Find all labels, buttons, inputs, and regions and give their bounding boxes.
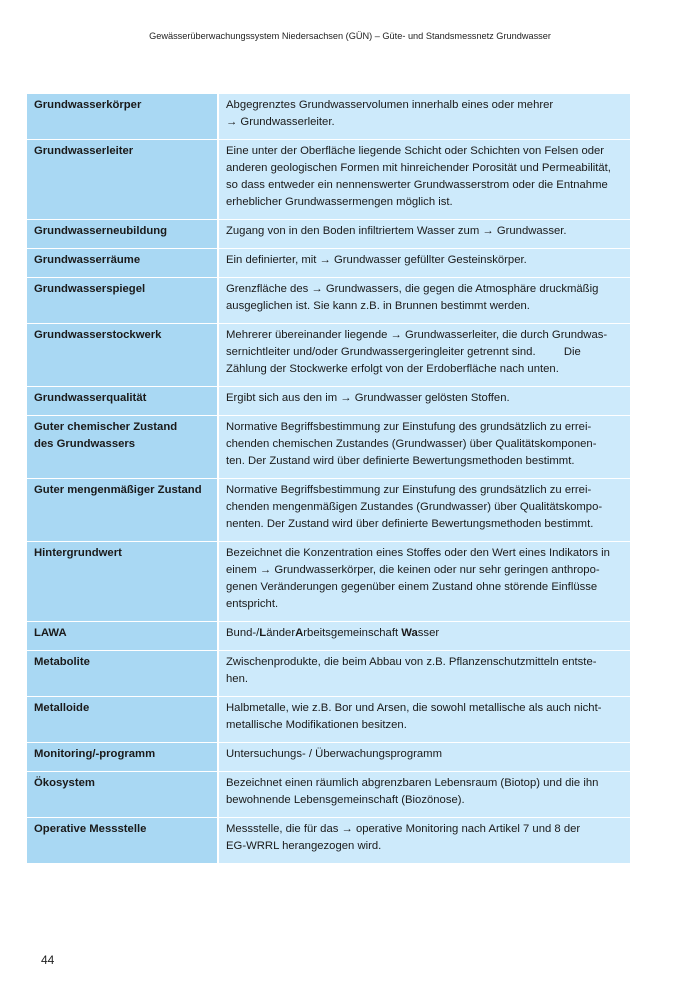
glossary-term-line: Grundwasserleiter (34, 145, 134, 157)
glossary-row (27, 220, 630, 249)
glossary-definition-line: EG-WRRL herangezogen wird. (226, 840, 382, 852)
glossary-row (27, 479, 630, 542)
definition-fragment: sser (417, 627, 440, 639)
glossary-row (27, 651, 630, 697)
glossary-term (27, 622, 218, 651)
glossary-definition-line: Mehrerer übereinander liegende → Grundwasserleiter, die durch Grundwas- (226, 329, 608, 341)
glossary-definition-line: Halbmetalle, wie z.B. Bor und Arsen, die sowohl metallische als auch nicht- (226, 702, 602, 714)
glossary-definition-line: Normative Begriffsbestimmung zur Einstufung des grundsätzlich zu errei- (226, 421, 592, 433)
acronym-letter: A (295, 627, 304, 639)
glossary-definition-line: so dass entweder ein nennenswerter Grundwasserstrom oder die Entnahme (226, 179, 608, 191)
glossary-term-line: LAWA (34, 627, 67, 639)
glossary-term-line: Grundwasserneubildung (34, 225, 168, 237)
glossary-definition (218, 249, 630, 278)
glossary-definition-line: Grenzfläche des → Grundwassers, die gegen die Atmosphäre druckmäßig (226, 283, 599, 295)
glossary-term (27, 324, 218, 387)
glossary-term-line: Guter chemischer Zustand (34, 421, 178, 433)
glossary-term-line: des Grundwassers (34, 438, 136, 450)
glossary-definition (218, 94, 630, 140)
glossary-row (27, 622, 630, 651)
glossary-definition (218, 622, 630, 651)
glossary-term (27, 387, 218, 416)
glossary-definition-line: Normative Begriffsbestimmung zur Einstufung des grundsätzlich zu errei- (226, 484, 592, 496)
glossary-term (27, 220, 218, 249)
glossary-definition (218, 697, 630, 743)
glossary-row (27, 249, 630, 278)
glossary-term-line: Grundwasserspiegel (34, 283, 146, 295)
glossary-term-line: Ökosystem (34, 777, 95, 789)
glossary-row (27, 324, 630, 387)
glossary-term-line: Monitoring/-programm (34, 748, 156, 760)
glossary-term-line: Metalloide (34, 702, 90, 714)
glossary-definition-line: entspricht. (226, 598, 279, 610)
glossary-term (27, 651, 218, 697)
glossary-definition (218, 220, 630, 249)
glossary-definition-line: ausgeglichen ist. Sie kann z.B. in Brunnen bestimmt werden. (226, 300, 530, 312)
glossary-definition-line: sernichtleiter und/oder Grundwassergeringleiter getrennt sind. Die (226, 346, 581, 358)
glossary-definition-line (226, 625, 623, 642)
glossary-row (27, 416, 630, 479)
page-header: Gewässerüberwachungssystem Niedersachsen (GÜN) – Güte- und Standsmessnetz Grundwasser (149, 31, 551, 41)
glossary-definition-line: genen Veränderungen gegenüber einem Zustand ohne störende Einflüsse (226, 581, 598, 593)
glossary-term (27, 94, 218, 140)
glossary-term-line: Grundwasserräume (34, 254, 141, 266)
glossary-definition-line: chenden mengenmäßigen Zustandes (Grundwasser) über Qualitätskompo- (226, 501, 603, 513)
glossary-definition-line: chenden chemischen Zustandes (Grundwasser) über Qualitätskomponen- (226, 438, 597, 450)
glossary-term (27, 140, 218, 220)
glossary-row (27, 94, 630, 140)
glossary-definition-line: Messstelle, die für das → operative Monitoring nach Artikel 7 und 8 der (226, 823, 581, 835)
glossary-term-line: Grundwasserkörper (34, 99, 142, 111)
glossary-term-line: Operative Messstelle (34, 823, 147, 835)
glossary-row (27, 697, 630, 743)
glossary-definition (218, 387, 630, 416)
glossary-definition-line: Zählung der Stockwerke erfolgt von der Erdoberfläche nach unten. (226, 363, 559, 375)
definition-fragment: Bund-/ (226, 627, 260, 639)
glossary-definition (218, 651, 630, 697)
glossary-definition-line: Zwischenprodukte, die beim Abbau von z.B. Pflanzenschutzmitteln entste- (226, 656, 597, 668)
glossary-definition (218, 324, 630, 387)
glossary-definition (218, 140, 630, 220)
glossary-definition-line: hen. (226, 673, 248, 685)
definition-fragment: rbeitsgemeinschaft (303, 627, 402, 639)
glossary-definition-line: → Grundwasserleiter. (226, 116, 335, 128)
glossary-definition-line: einem → Grundwasserkörper, die keinen oder nur sehr geringen anthropo- (226, 564, 600, 576)
acronym-letter: Wa (401, 627, 418, 639)
glossary-term-line: Hintergrundwert (34, 547, 122, 559)
glossary-row (27, 542, 630, 622)
glossary-term-line: Grundwasserqualität (34, 392, 147, 404)
glossary-row (27, 772, 630, 818)
glossary-term (27, 697, 218, 743)
glossary-row (27, 140, 630, 220)
glossary-definition-line: Abgegrenztes Grundwasservolumen innerhalb eines oder mehrer (226, 99, 554, 111)
glossary-term (27, 416, 218, 479)
glossary-row (27, 387, 630, 416)
glossary-body (27, 94, 630, 864)
glossary-definition-line: Zugang von in den Boden infiltriertem Wasser zum → Grundwasser. (226, 225, 567, 237)
glossary-definition-line: Untersuchungs- / Überwachungsprogramm (226, 748, 442, 760)
glossary-definition-line: Bezeichnet die Konzentration eines Stoffes oder den Wert eines Indikators in (226, 547, 610, 559)
glossary-term (27, 278, 218, 324)
glossary-row (27, 743, 630, 772)
glossary-term (27, 743, 218, 772)
glossary-definition (218, 479, 630, 542)
acronym-letter: L (259, 627, 267, 639)
glossary-definition-line: Eine unter der Oberfläche liegende Schicht oder Schichten von Felsen oder (226, 145, 605, 157)
glossary-definition-line: ten. Der Zustand wird über definierte Bewertungsmethoden bestimmt. (226, 455, 575, 467)
glossary-definition (218, 743, 630, 772)
glossary-definition-line: Ein definierter, mit → Grundwasser gefüllter Gesteinskörper. (226, 254, 527, 266)
glossary-row (27, 278, 630, 324)
page-number: 44 (41, 953, 55, 967)
glossary-definition (218, 818, 630, 864)
glossary-definition-line: nenten. Der Zustand wird über definierte Bewertungsmethoden bestimmt. (226, 518, 594, 530)
glossary-term (27, 479, 218, 542)
glossary-definition (218, 278, 630, 324)
definition-fragment: änder (266, 627, 296, 639)
glossary-definition (218, 416, 630, 479)
glossary-term-line: Metabolite (34, 656, 90, 668)
glossary-definition-line: bewohnende Lebensgemeinschaft (Biozönose). (226, 794, 465, 806)
glossary-term (27, 818, 218, 864)
glossary-definition (218, 772, 630, 818)
glossary-definition-line: erheblicher Grundwassermengen möglich ist. (226, 196, 453, 208)
glossary-row (27, 818, 630, 864)
glossary-definition-line: Ergibt sich aus den im → Grundwasser gelösten Stoffen. (226, 392, 510, 404)
glossary-definition (218, 542, 630, 622)
glossary-term (27, 542, 218, 622)
glossary-term (27, 249, 218, 278)
glossary-table (27, 94, 630, 864)
glossary-term-line: Guter mengenmäßiger Zustand (34, 484, 202, 496)
glossary-definition-line: metallische Modifikationen besitzen. (226, 719, 407, 731)
glossary-definition-line: Bezeichnet einen räumlich abgrenzbaren Lebensraum (Biotop) und die ihn (226, 777, 599, 789)
glossary-term (27, 772, 218, 818)
glossary-definition-line: anderen geologischen Formen mit hinreichender Porosität und Permeabilität, (226, 162, 611, 174)
glossary-term-line: Grundwasserstockwerk (34, 329, 162, 341)
